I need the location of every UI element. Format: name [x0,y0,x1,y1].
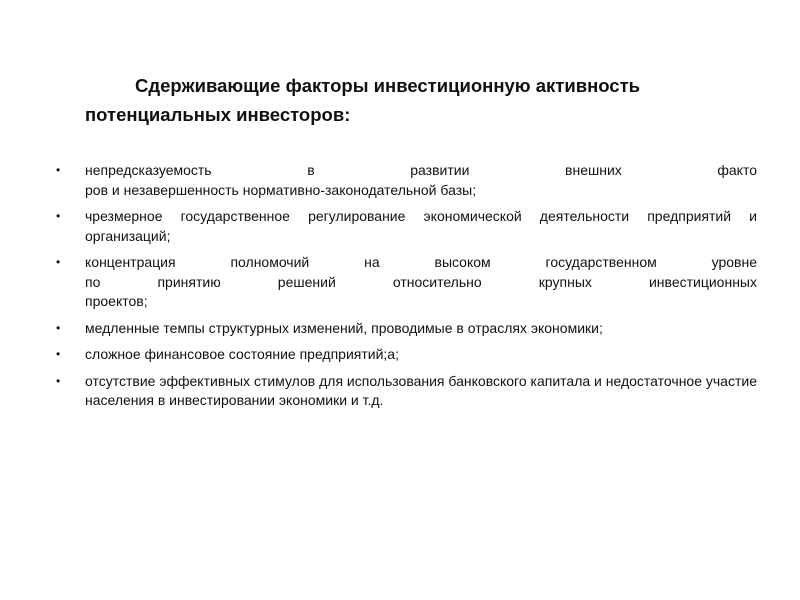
list-item-line: по принятию решений относительно крупных инвестиционных [85,273,757,290]
list-item [56,345,757,365]
list-item [56,372,757,411]
list-item-text: чрезмерное государственное регулирование экономической деятельности предприятий и организаций; [85,208,757,244]
bullet-icon: • [56,163,61,177]
list-item [56,253,757,312]
list-item-line: проектов; [85,293,148,309]
slide-title: Сдерживающие факторы инвестиционную активность потенциальных инвесторов: [85,75,641,125]
list-item [56,161,757,200]
list-item-line: непредсказуемость в развитии внешних факто [85,162,757,178]
list-item-line: ров и незавершенность нормативно-законодательной базы; [85,181,477,198]
bullet-list [56,161,757,418]
list-item-text: медленные темпы структурных изменений, проводимые в отраслях экономики; [85,319,603,336]
bullet-icon: • [56,320,61,335]
list-item [56,319,757,339]
bullet-icon: • [56,373,61,388]
list-item-text: отсутствие эффективных стимулов для использования банковского капитала и недостаточное участие населения в инвестировании экономики и т.д. [85,372,757,408]
bullet-icon: • [56,209,61,223]
list-item-line: концентрация полномочий на высоком государственном уровне [85,254,757,270]
list-item [56,207,757,246]
bullet-icon: • [56,255,61,269]
bullet-icon: • [56,347,61,361]
list-item-text: сложное финансовое состояние предприятий;а; [85,346,399,362]
